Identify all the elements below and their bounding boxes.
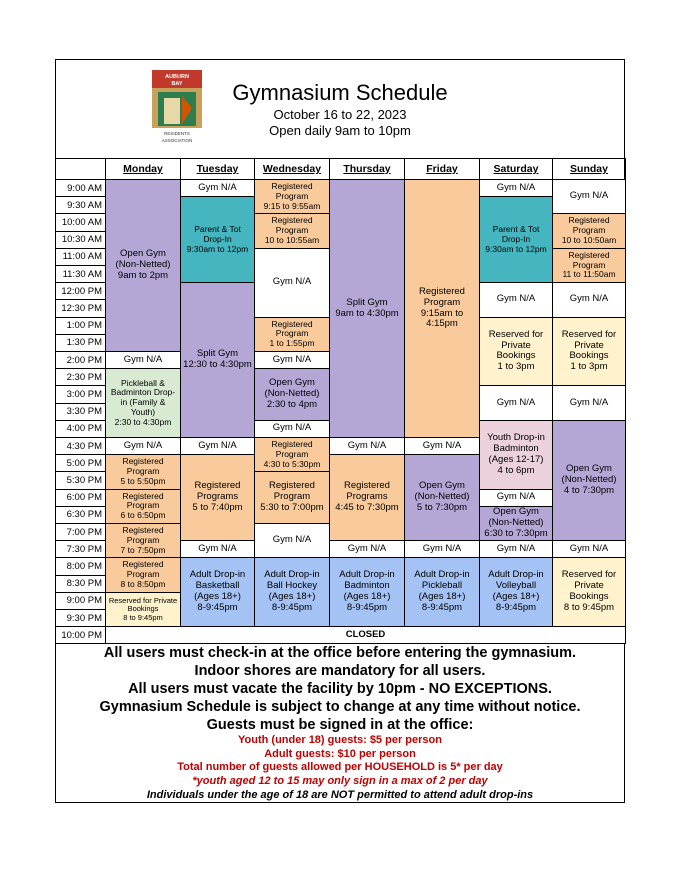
svg-text:ASSOCIATION: ASSOCIATION bbox=[161, 138, 193, 143]
schedule-block: Gym N/A bbox=[330, 438, 405, 455]
schedule-block: Youth Drop-in Badminton (Ages 12-17) 4 to 6pm bbox=[480, 421, 553, 490]
schedule-block: Registered Programs 5 to 7:40pm bbox=[181, 455, 255, 541]
schedule-block: Registered Program 8 to 8:50pm bbox=[106, 558, 181, 592]
svg-text:AUBURN: AUBURN bbox=[165, 74, 189, 80]
time-label: 5:30 PM bbox=[56, 472, 106, 489]
schedule-block: Reserved for Private Bookings 8 to 9:45pm bbox=[106, 593, 181, 627]
time-label: 6:00 PM bbox=[56, 490, 106, 507]
schedule-grid bbox=[56, 158, 624, 641]
time-label: 12:00 PM bbox=[56, 283, 106, 300]
time-label: 7:00 PM bbox=[56, 524, 106, 541]
time-label: 1:30 PM bbox=[56, 335, 106, 352]
closed-row: CLOSED bbox=[106, 627, 626, 644]
time-label: 9:30 AM bbox=[56, 197, 106, 214]
schedule-block: Gym N/A bbox=[553, 541, 626, 558]
time-label: 10:00 PM bbox=[56, 627, 106, 644]
open-hours: Open daily 9am to 10pm bbox=[269, 123, 411, 138]
adult-dropin-age-rule: Individuals under the age of 18 are NOT permitted to attend adult drop-ins bbox=[146, 789, 534, 801]
schedule-block: Reserved for Private Bookings 8 to 9:45pm bbox=[553, 558, 626, 627]
schedule-block: Adult Drop-in Ball Hockey (Ages 18+) 8-9:45pm bbox=[255, 558, 330, 627]
time-label: 10:30 AM bbox=[56, 232, 106, 249]
rule-guests: Guests must be signed in at the office: bbox=[206, 717, 474, 733]
schedule-block: Gym N/A bbox=[553, 386, 626, 420]
rule-checkin: All users must check-in at the office before entering the gymnasium. bbox=[103, 645, 577, 661]
rule-vacate: All users must vacate the facility by 10pm - NO EXCEPTIONS. bbox=[128, 681, 552, 697]
schedule-block: Pickleball & Badminton Drop-in (Family & Youth) 2:30 to 4:30pm bbox=[106, 369, 181, 438]
day-header-monday: Monday bbox=[106, 158, 181, 180]
rule-change: Gymnasium Schedule is subject to change at any time without notice. bbox=[99, 699, 581, 715]
time-label: 8:30 PM bbox=[56, 576, 106, 593]
guest-youth-limit: *youth aged 12 to 15 may only sign in a max of 2 per day bbox=[192, 774, 488, 787]
schedule-block: Adult Drop-in Badminton (Ages 18+) 8-9:45pm bbox=[330, 558, 405, 627]
schedule-block: Gym N/A bbox=[480, 180, 553, 197]
schedule-block: Gym N/A bbox=[480, 283, 553, 317]
time-label: 2:30 PM bbox=[56, 369, 106, 386]
schedule-block: Gym N/A bbox=[553, 180, 626, 214]
schedule-block: Registered Programs 4:45 to 7:30pm bbox=[330, 455, 405, 541]
time-label: 2:00 PM bbox=[56, 352, 106, 369]
schedule-block: Gym N/A bbox=[480, 490, 553, 507]
schedule-block: Registered Program 10 to 10:55am bbox=[255, 214, 330, 248]
schedule-block: Gym N/A bbox=[106, 352, 181, 369]
schedule-block: Adult Drop-in Volleyball (Ages 18+) 8-9:45pm bbox=[480, 558, 553, 627]
association-logo bbox=[150, 68, 204, 148]
header bbox=[56, 60, 624, 158]
schedule-block: Open Gym (Non-Netted) 5 to 7:30pm bbox=[405, 455, 480, 541]
day-header-friday: Friday bbox=[405, 158, 480, 180]
schedule-block: Gym N/A bbox=[255, 524, 330, 558]
time-label: 11:00 AM bbox=[56, 249, 106, 266]
schedule-block: Gym N/A bbox=[181, 541, 255, 558]
schedule-block: Adult Drop-in Pickleball (Ages 18+) 8-9:45pm bbox=[405, 558, 480, 627]
schedule-block: Gym N/A bbox=[106, 438, 181, 455]
day-header-thursday: Thursday bbox=[330, 158, 405, 180]
day-header-tuesday: Tuesday bbox=[181, 158, 255, 180]
rules-notes bbox=[56, 641, 624, 802]
time-label: 12:30 PM bbox=[56, 300, 106, 317]
time-label: 10:00 AM bbox=[56, 214, 106, 231]
time-label: 9:00 AM bbox=[56, 180, 106, 197]
header-corner bbox=[56, 158, 106, 180]
schedule-block: Registered Program 9:15 to 9:55am bbox=[255, 180, 330, 214]
schedule-block: Gym N/A bbox=[255, 421, 330, 438]
schedule-block: Gym N/A bbox=[405, 438, 480, 455]
guest-youth-fee: Youth (under 18) guests: $5 per person bbox=[238, 734, 442, 746]
schedule-block: Gym N/A bbox=[181, 180, 255, 197]
schedule-block: Gym N/A bbox=[553, 283, 626, 317]
day-header-wednesday: Wednesday bbox=[255, 158, 330, 180]
schedule-dates: October 16 to 22, 2023 bbox=[273, 107, 407, 122]
schedule-block: Registered Program 6 to 6:50pm bbox=[106, 490, 181, 524]
schedule-block: Gym N/A bbox=[181, 438, 255, 455]
schedule-block: Registered Program 7 to 7:50pm bbox=[106, 524, 181, 558]
svg-text:BAY: BAY bbox=[171, 81, 183, 87]
time-label: 3:30 PM bbox=[56, 404, 106, 421]
time-label: 5:00 PM bbox=[56, 455, 106, 472]
rule-shoes: Indoor shores are mandatory for all users. bbox=[194, 663, 486, 679]
time-label: 8:00 PM bbox=[56, 558, 106, 575]
svg-text:RESIDENTS: RESIDENTS bbox=[164, 131, 190, 136]
schedule-block: Registered Program 5:30 to 7:00pm bbox=[255, 472, 330, 524]
schedule-block: Registered Program 1 to 1:55pm bbox=[255, 318, 330, 352]
time-label: 7:30 PM bbox=[56, 541, 106, 558]
time-label: 9:00 PM bbox=[56, 593, 106, 610]
schedule-block: Gym N/A bbox=[480, 541, 553, 558]
schedule-block: Adult Drop-in Basketball (Ages 18+) 8-9:45pm bbox=[181, 558, 255, 627]
schedule-block: Open Gym (Non-Netted) 4 to 7:30pm bbox=[553, 421, 626, 541]
schedule-frame bbox=[55, 59, 625, 803]
schedule-block: Gym N/A bbox=[480, 386, 553, 420]
schedule-block: Open Gym (Non-Netted) 9am to 2pm bbox=[106, 180, 181, 352]
time-label: 1:00 PM bbox=[56, 318, 106, 335]
time-label: 4:30 PM bbox=[56, 438, 106, 455]
schedule-block: Gym N/A bbox=[405, 541, 480, 558]
day-header-saturday: Saturday bbox=[480, 158, 553, 180]
time-label: 9:30 PM bbox=[56, 610, 106, 627]
page-title: Gymnasium Schedule bbox=[232, 80, 448, 105]
schedule-block: Open Gym (Non-Netted) 6:30 to 7:30pm bbox=[480, 507, 553, 541]
schedule-block: Reserved for Private Bookings 1 to 3pm bbox=[553, 318, 626, 387]
schedule-block: Reserved for Private Bookings 1 to 3pm bbox=[480, 318, 553, 387]
schedule-block: Parent & Tot Drop-In 9:30am to 12pm bbox=[181, 197, 255, 283]
guest-adult-fee: Adult guests: $10 per person bbox=[264, 747, 416, 760]
schedule-block: Registered Program 11 to 11:50am bbox=[553, 249, 626, 283]
schedule-block: Registered Program 5 to 5:50pm bbox=[106, 455, 181, 489]
day-header-sunday: Sunday bbox=[553, 158, 626, 180]
schedule-block: Open Gym (Non-Netted) 2:30 to 4pm bbox=[255, 369, 330, 421]
schedule-block: Registered Program 9:15am to 4:15pm bbox=[405, 180, 480, 438]
schedule-block: Gym N/A bbox=[255, 352, 330, 369]
time-label: 4:00 PM bbox=[56, 421, 106, 438]
schedule-block: Gym N/A bbox=[330, 541, 405, 558]
guest-household-limit: Total number of guests allowed per HOUSEHOLD is 5* per day bbox=[177, 761, 503, 773]
schedule-block: Gym N/A bbox=[255, 249, 330, 318]
time-label: 3:00 PM bbox=[56, 386, 106, 403]
schedule-block: Parent & Tot Drop-In 9:30am to 12pm bbox=[480, 197, 553, 283]
schedule-block: Registered Program 4:30 to 5:30pm bbox=[255, 438, 330, 472]
time-label: 6:30 PM bbox=[56, 507, 106, 524]
schedule-block: Split Gym 9am to 4:30pm bbox=[330, 180, 405, 438]
schedule-block: Registered Program 10 to 10:50am bbox=[553, 214, 626, 248]
schedule-block: Split Gym 12:30 to 4:30pm bbox=[181, 283, 255, 438]
time-label: 11:30 AM bbox=[56, 266, 106, 283]
